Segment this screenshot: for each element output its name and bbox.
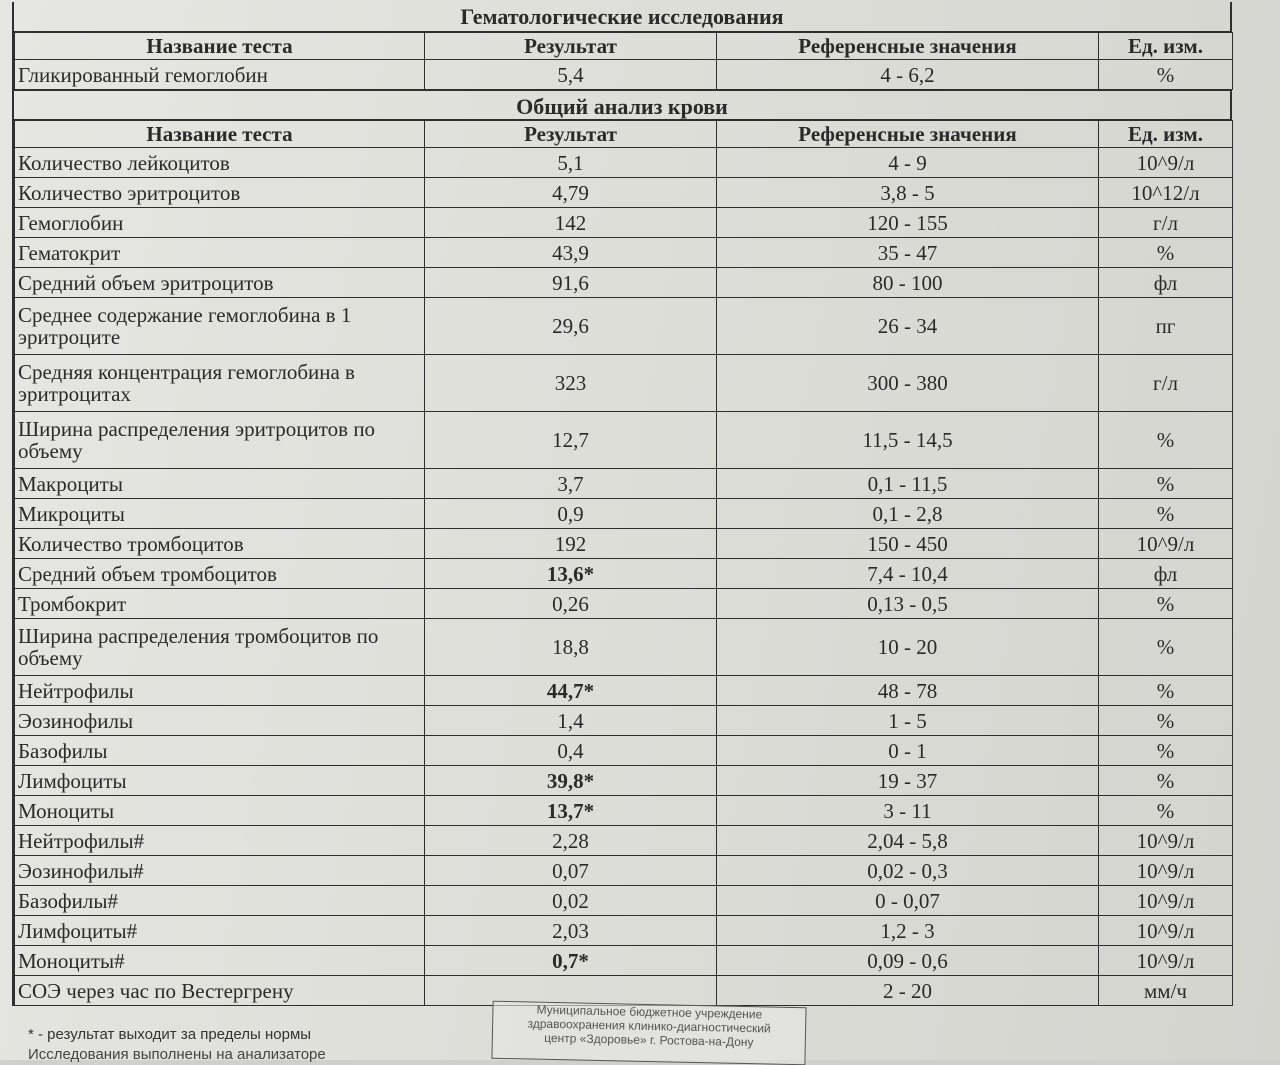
test-result: 44,7* — [425, 676, 717, 706]
footnote: * - результат выходит за пределы нормы — [28, 1026, 312, 1043]
header-test-name: Название теста — [15, 121, 425, 148]
test-unit: % — [1099, 676, 1233, 706]
test-reference: 19 - 37 — [717, 766, 1099, 796]
test-unit: 10^12/л — [1099, 178, 1233, 208]
header-result: Результат — [425, 121, 717, 148]
stamp-line: Муниципальное бюджетное учреждение — [536, 1002, 763, 1022]
table-row — [15, 946, 1233, 976]
test-result: 0,07 — [425, 856, 717, 886]
test-unit: % — [1099, 499, 1233, 529]
table-row — [15, 619, 1233, 676]
test-name: Среднее содержание гемоглобина в 1 эритроците — [15, 298, 425, 355]
test-unit: % — [1099, 589, 1233, 619]
test-result: 192 — [425, 529, 717, 559]
test-unit: 10^9/л — [1099, 946, 1233, 976]
test-result: 2,03 — [425, 916, 717, 946]
test-reference: 2,04 - 5,8 — [717, 826, 1099, 856]
stamp-line: здравоохранения клинико-диагностический — [527, 1016, 771, 1036]
table-row — [15, 706, 1233, 736]
stamp-line: центр «Здоровье» г. Ростова-на-Дону — [544, 1030, 754, 1050]
test-reference: 0,1 - 11,5 — [717, 469, 1099, 499]
test-reference: 0,1 - 2,8 — [717, 499, 1099, 529]
test-name: Эозинофилы — [15, 706, 425, 736]
test-unit: % — [1099, 238, 1233, 268]
table-row — [15, 529, 1233, 559]
test-reference: 80 - 100 — [717, 268, 1099, 298]
test-reference: 1,2 - 3 — [717, 916, 1099, 946]
test-unit: 10^9/л — [1099, 826, 1233, 856]
test-reference: 0,09 - 0,6 — [717, 946, 1099, 976]
test-name: Нейтрофилы# — [15, 826, 425, 856]
test-reference: 3 - 11 — [717, 796, 1099, 826]
test-name: Нейтрофилы — [15, 676, 425, 706]
section-title-cbc: Общий анализ крови — [14, 90, 1232, 120]
header-unit: Ед. изм. — [1099, 33, 1233, 60]
test-result: 1,4 — [425, 706, 717, 736]
test-name: Гематокрит — [15, 238, 425, 268]
test-name: Микроциты — [15, 499, 425, 529]
test-result: 12,7 — [425, 412, 717, 469]
test-result: 2,28 — [425, 826, 717, 856]
test-name: Средняя концентрация гемоглобина в эритроцитах — [15, 355, 425, 412]
test-name: Лимфоциты# — [15, 916, 425, 946]
test-result: 3,7 — [425, 469, 717, 499]
header-unit: Ед. изм. — [1099, 121, 1233, 148]
test-reference: 4 - 9 — [717, 148, 1099, 178]
test-result: 0,7* — [425, 946, 717, 976]
test-name: Количество лейкоцитов — [15, 148, 425, 178]
test-reference: 35 - 47 — [717, 238, 1099, 268]
test-reference: 11,5 - 14,5 — [717, 412, 1099, 469]
test-unit: % — [1099, 619, 1233, 676]
test-name: Средний объем тромбоцитов — [15, 559, 425, 589]
test-reference: 4 - 6,2 — [717, 60, 1099, 90]
test-reference: 2 - 20 — [717, 976, 1099, 1006]
table-row — [15, 796, 1233, 826]
test-name: СОЭ через час по Вестергрену — [15, 976, 425, 1006]
test-result: 4,79 — [425, 178, 717, 208]
table-row — [15, 766, 1233, 796]
test-reference: 120 - 155 — [717, 208, 1099, 238]
table-row — [15, 736, 1233, 766]
test-result: 39,8* — [425, 766, 717, 796]
institution-stamp — [491, 1001, 806, 1065]
results-sheet — [12, 2, 1232, 1006]
test-name: Базофилы# — [15, 886, 425, 916]
test-name: Ширина распределения эритроцитов по объему — [15, 412, 425, 469]
header-reference: Референсные значения — [717, 33, 1099, 60]
test-result: 5,4 — [425, 60, 717, 90]
table-row — [15, 178, 1233, 208]
table-row — [15, 499, 1233, 529]
test-unit: % — [1099, 469, 1233, 499]
test-unit: % — [1099, 412, 1233, 469]
test-unit: 10^9/л — [1099, 148, 1233, 178]
test-reference: 0,13 - 0,5 — [717, 589, 1099, 619]
test-reference: 0 - 0,07 — [717, 886, 1099, 916]
header-result: Результат — [425, 33, 717, 60]
test-reference: 1 - 5 — [717, 706, 1099, 736]
test-reference: 0 - 1 — [717, 736, 1099, 766]
test-unit: 10^9/л — [1099, 886, 1233, 916]
test-name: Гемоглобин — [15, 208, 425, 238]
test-unit: г/л — [1099, 355, 1233, 412]
test-name: Эозинофилы# — [15, 856, 425, 886]
test-result: 323 — [425, 355, 717, 412]
table-row — [15, 916, 1233, 946]
test-result: 5,1 — [425, 148, 717, 178]
test-name: Моноциты — [15, 796, 425, 826]
footnote-analyzer: Исследования выполнены на анализаторе — [28, 1046, 326, 1063]
table-row — [15, 268, 1233, 298]
table-row — [15, 886, 1233, 916]
test-unit: фл — [1099, 559, 1233, 589]
test-reference: 48 - 78 — [717, 676, 1099, 706]
table-row — [15, 469, 1233, 499]
test-result: 0,02 — [425, 886, 717, 916]
test-reference: 26 - 34 — [717, 298, 1099, 355]
test-name: Количество эритроцитов — [15, 178, 425, 208]
test-reference: 300 - 380 — [717, 355, 1099, 412]
test-unit: 10^9/л — [1099, 916, 1233, 946]
test-unit: фл — [1099, 268, 1233, 298]
table-row — [15, 412, 1233, 469]
test-result: 29,6 — [425, 298, 717, 355]
test-unit: % — [1099, 60, 1233, 90]
test-reference: 3,8 - 5 — [717, 178, 1099, 208]
test-unit: % — [1099, 736, 1233, 766]
test-name: Средний объем эритроцитов — [15, 268, 425, 298]
table-row — [15, 976, 1233, 1006]
table-row — [15, 589, 1233, 619]
test-name: Тромбокрит — [15, 589, 425, 619]
test-reference: 0,02 - 0,3 — [717, 856, 1099, 886]
test-result: 142 — [425, 208, 717, 238]
table-row — [15, 298, 1233, 355]
cbc-table — [14, 120, 1233, 1006]
test-name: Базофилы — [15, 736, 425, 766]
test-unit: г/л — [1099, 208, 1233, 238]
table-row — [15, 355, 1233, 412]
table-row — [15, 238, 1233, 268]
table-row — [15, 826, 1233, 856]
test-result: 0,4 — [425, 736, 717, 766]
test-result — [425, 976, 717, 1006]
test-result: 13,6* — [425, 559, 717, 589]
test-reference: 10 - 20 — [717, 619, 1099, 676]
table-row — [15, 856, 1233, 886]
test-name: Моноциты# — [15, 946, 425, 976]
cbc-table-body — [15, 148, 1233, 1006]
test-unit: % — [1099, 706, 1233, 736]
test-name: Ширина распределения тромбоцитов по объему — [15, 619, 425, 676]
test-result: 43,9 — [425, 238, 717, 268]
test-result: 91,6 — [425, 268, 717, 298]
test-unit: мм/ч — [1099, 976, 1233, 1006]
test-reference: 150 - 450 — [717, 529, 1099, 559]
test-result: 13,7* — [425, 796, 717, 826]
table-row — [15, 60, 1233, 90]
test-unit: 10^9/л — [1099, 529, 1233, 559]
table-row — [15, 208, 1233, 238]
test-unit: % — [1099, 796, 1233, 826]
table-row — [15, 559, 1233, 589]
test-unit: % — [1099, 766, 1233, 796]
test-reference: 7,4 - 10,4 — [717, 559, 1099, 589]
hematology-table — [14, 32, 1233, 90]
table-header-row — [15, 121, 1233, 148]
header-reference: Референсные значения — [717, 121, 1099, 148]
header-test-name: Название теста — [15, 33, 425, 60]
table-header-row — [15, 33, 1233, 60]
test-result: 18,8 — [425, 619, 717, 676]
test-result: 0,26 — [425, 589, 717, 619]
test-unit: пг — [1099, 298, 1233, 355]
table-row — [15, 676, 1233, 706]
section-title-hematology: Гематологические исследования — [14, 2, 1232, 32]
test-unit: 10^9/л — [1099, 856, 1233, 886]
test-result: 0,9 — [425, 499, 717, 529]
test-name: Лимфоциты — [15, 766, 425, 796]
test-name: Макроциты — [15, 469, 425, 499]
test-name: Гликированный гемоглобин — [15, 60, 425, 90]
test-name: Количество тромбоцитов — [15, 529, 425, 559]
table-row — [15, 148, 1233, 178]
